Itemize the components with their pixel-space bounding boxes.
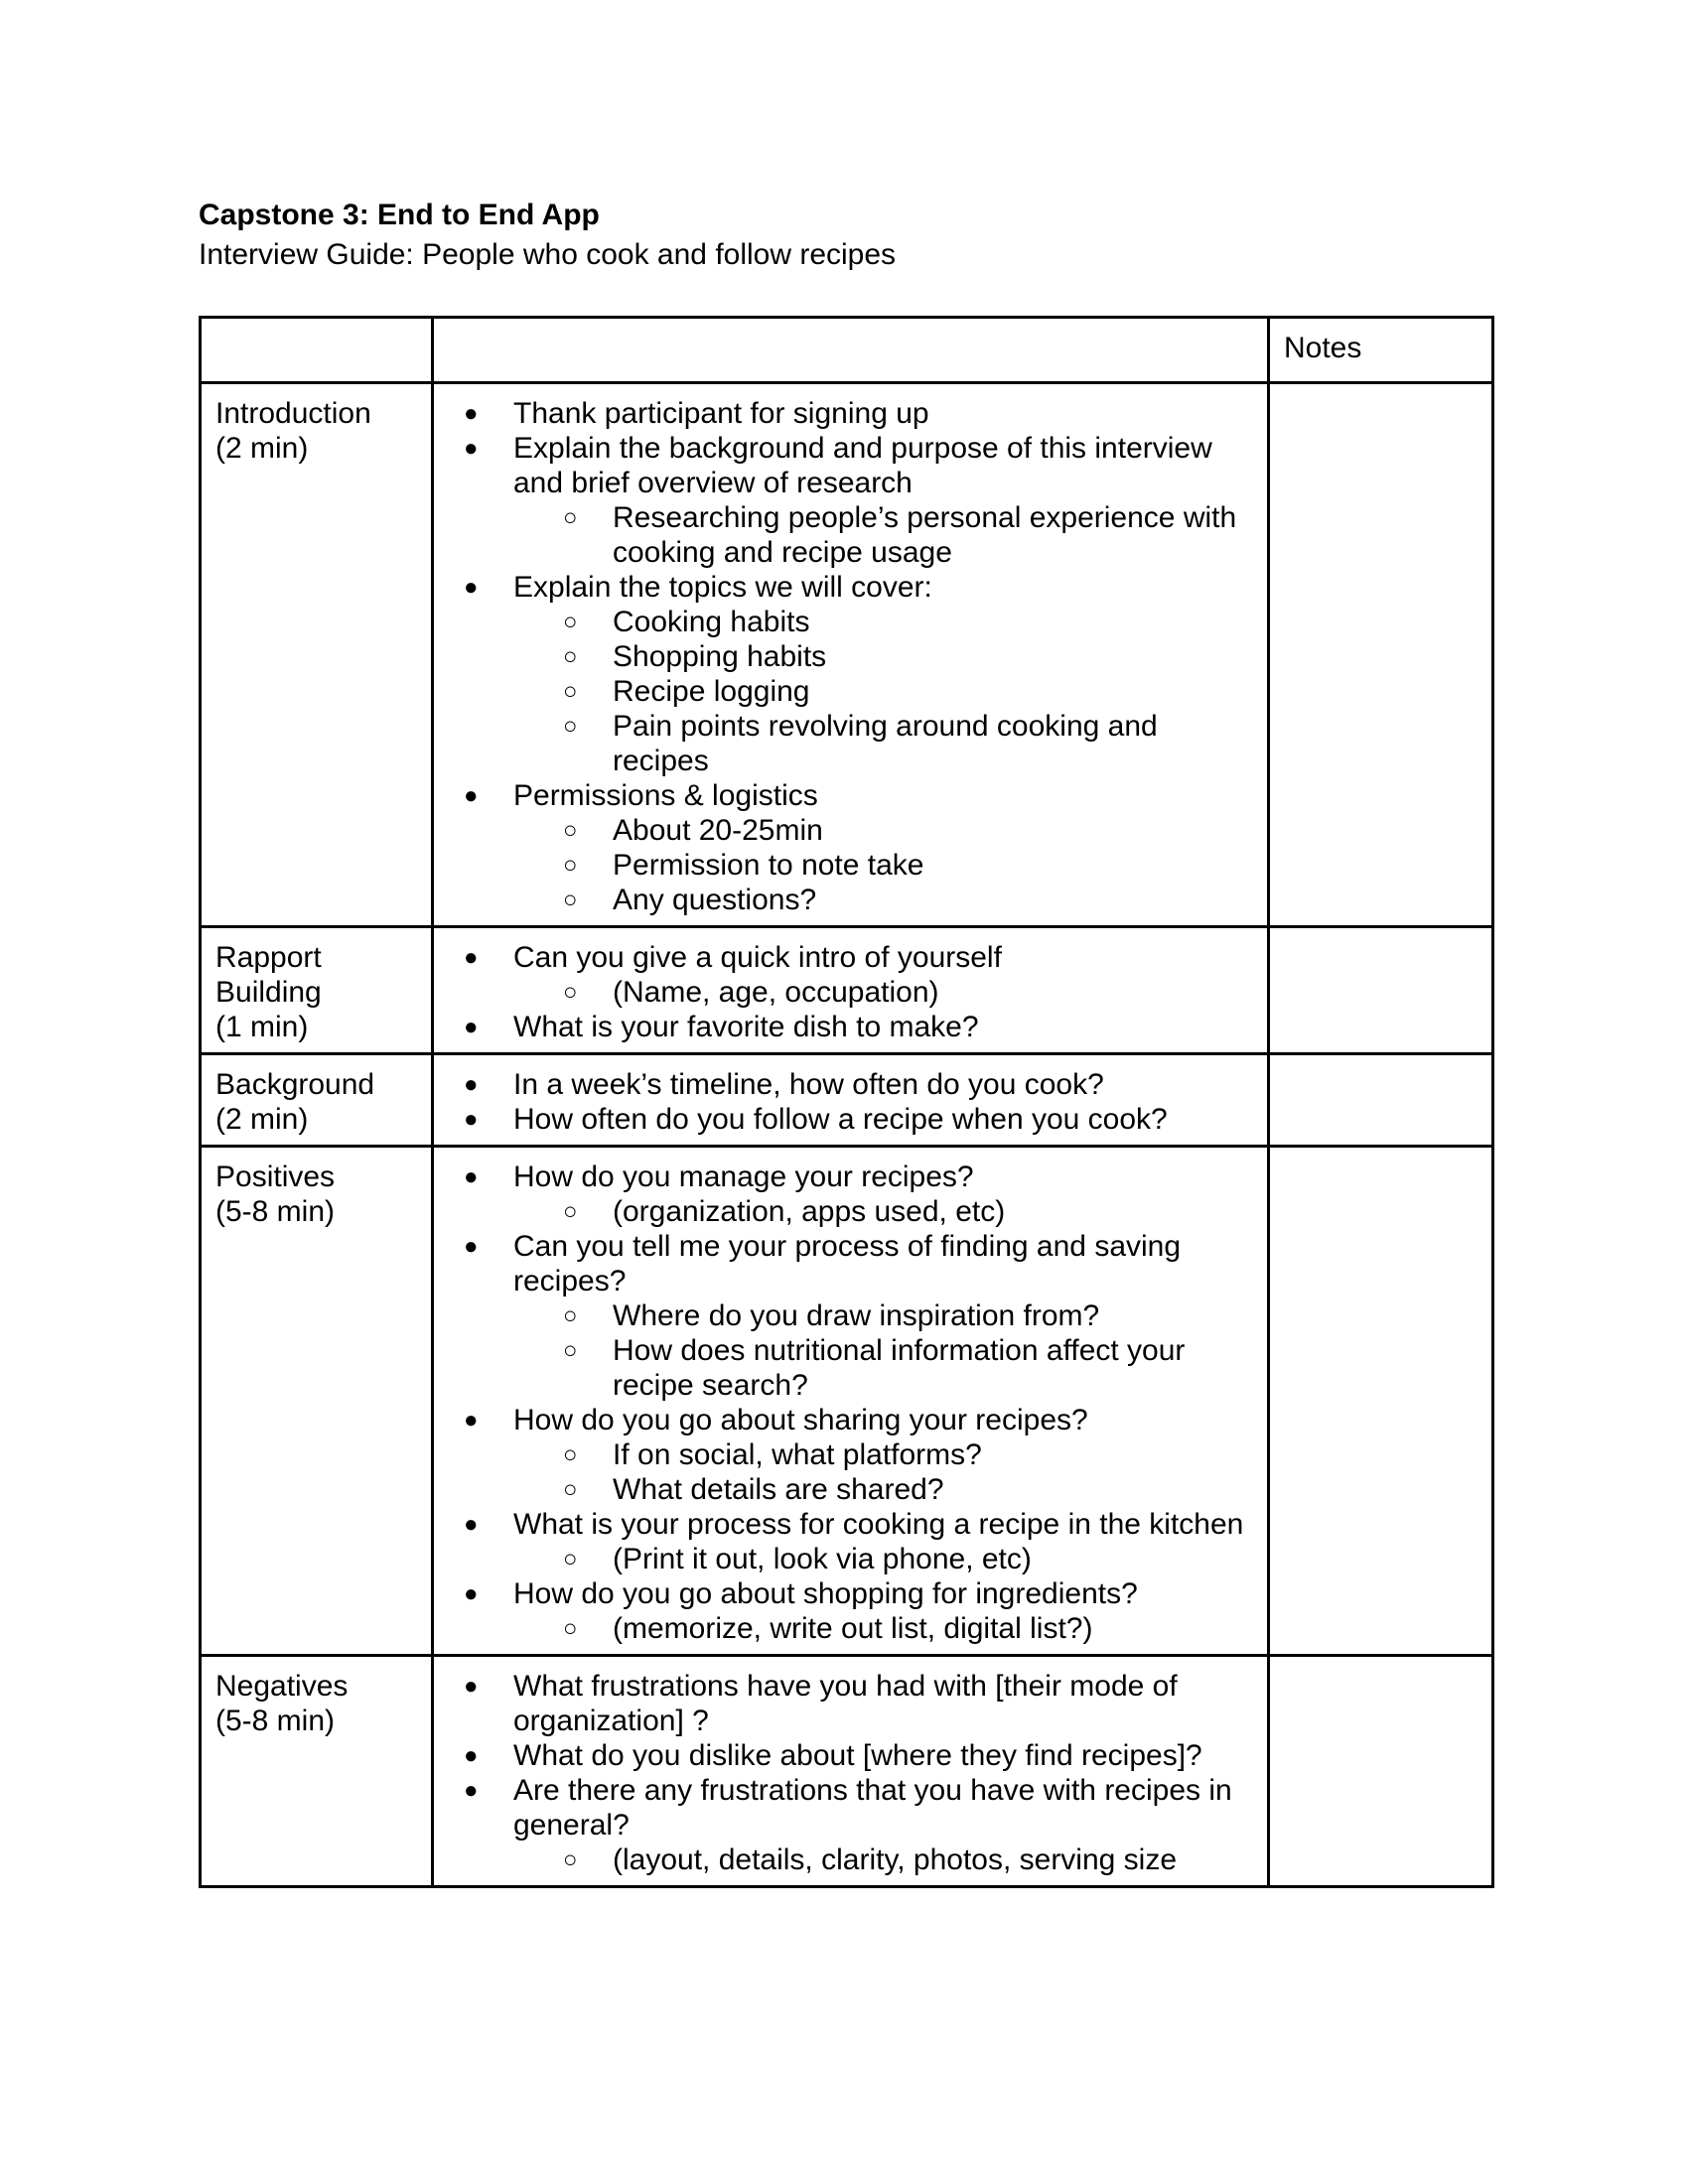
section-name: Rapport Building (215, 941, 322, 1009)
header-cell-notes: Notes (1269, 318, 1493, 383)
question-item (513, 1229, 1253, 1403)
section-cell (201, 383, 433, 927)
question-item (513, 431, 1253, 570)
sub-question-list (513, 500, 1253, 570)
section-name: Introduction (215, 397, 371, 430)
section-duration: (1 min) (215, 1011, 309, 1043)
question-text: How do you go about shopping for ingredients? (513, 1577, 1138, 1610)
question-item (513, 1067, 1253, 1102)
question-item (513, 1507, 1253, 1576)
question-list (448, 1067, 1253, 1137)
section-cell (201, 927, 433, 1054)
notes-cell (1269, 927, 1493, 1054)
table-row (201, 1054, 1493, 1147)
sub-question-list (513, 813, 1253, 917)
question-list (448, 1160, 1253, 1646)
question-list (448, 396, 1253, 917)
sub-question-item: ○ How does nutritional information affect your recipe search? (613, 1333, 1253, 1403)
section-duration: (2 min) (215, 1103, 309, 1136)
notes-cell (1269, 1054, 1493, 1147)
sub-question-list (513, 975, 1253, 1010)
questions-cell (433, 1054, 1269, 1147)
notes-cell (1269, 383, 1493, 927)
question-item (513, 1160, 1253, 1229)
question-item (513, 570, 1253, 778)
question-text: What is your process for cooking a recipe in the kitchen (513, 1508, 1244, 1541)
section-name: Positives (215, 1160, 336, 1193)
sub-question-item: ○ Pain points revolving around cooking and recipes (613, 709, 1253, 778)
question-item (513, 1102, 1253, 1137)
question-item (513, 396, 1253, 431)
notes-cell (1269, 1147, 1493, 1656)
question-item (513, 1773, 1253, 1877)
header-cell-questions (433, 318, 1269, 383)
sub-question-item: ○ Shopping habits (613, 639, 1253, 674)
table-row (201, 383, 1493, 927)
question-text: What do you dislike about [where they find recipes]? (513, 1739, 1202, 1772)
document-subtitle: Interview Guide: People who cook and follow recipes (199, 238, 897, 271)
question-text: Explain the topics we will cover: (513, 571, 932, 604)
sub-question-item: ○ Recipe logging (613, 674, 1253, 709)
sub-question-item: ○ Any questions? (613, 883, 1253, 917)
question-text: How do you go about sharing your recipes? (513, 1404, 1088, 1436)
section-duration: (5-8 min) (215, 1195, 336, 1228)
section-duration: (2 min) (215, 432, 309, 465)
question-text: What is your favorite dish to make? (513, 1011, 979, 1043)
questions-cell (433, 1147, 1269, 1656)
sub-question-item: ○ About 20-25min (613, 813, 1253, 848)
question-text: Can you give a quick intro of yourself (513, 941, 1002, 974)
question-text: In a week’s timeline, how often do you cook? (513, 1068, 1104, 1101)
question-item (513, 1403, 1253, 1507)
section-name: Negatives (215, 1670, 349, 1703)
sub-question-list (513, 605, 1253, 778)
questions-cell (433, 1656, 1269, 1887)
question-item (513, 1010, 1253, 1044)
sub-question-item: ○ (memorize, write out list, digital list?) (613, 1611, 1253, 1646)
section-cell (201, 1147, 433, 1656)
question-text: Permissions & logistics (513, 779, 818, 812)
sub-question-item: ○ If on social, what platforms? (613, 1437, 1253, 1472)
document-title: Capstone 3: End to End App (199, 199, 600, 231)
sub-question-item: ○ What details are shared? (613, 1472, 1253, 1507)
sub-question-item: ○ (Print it out, look via phone, etc) (613, 1542, 1253, 1576)
notes-cell (1269, 1656, 1493, 1887)
document-header (199, 197, 1489, 274)
questions-cell (433, 383, 1269, 927)
question-item (513, 1738, 1253, 1773)
table-row (201, 1147, 1493, 1656)
interview-guide-table (199, 316, 1494, 1888)
section-cell (201, 1054, 433, 1147)
question-text: How do you manage your recipes? (513, 1160, 974, 1193)
question-list (448, 1669, 1253, 1877)
question-text: How often do you follow a recipe when you cook? (513, 1103, 1168, 1136)
header-cell-section (201, 318, 433, 383)
sub-question-item: ○ Where do you draw inspiration from? (613, 1298, 1253, 1333)
sub-question-item: ○ (layout, details, clarity, photos, serving size (613, 1843, 1253, 1877)
question-text: Are there any frustrations that you have with recipes in general? (513, 1774, 1232, 1842)
sub-question-item: ○ (Name, age, occupation) (613, 975, 1253, 1010)
sub-question-list (513, 1437, 1253, 1507)
table-row (201, 927, 1493, 1054)
sub-question-item: ○ (organization, apps used, etc) (613, 1194, 1253, 1229)
sub-question-list (513, 1298, 1253, 1403)
sub-question-item: ○ Permission to note take (613, 848, 1253, 883)
question-item (513, 940, 1253, 1010)
section-duration: (5-8 min) (215, 1705, 336, 1737)
question-item (513, 1669, 1253, 1738)
table-header-row (201, 318, 1493, 383)
questions-cell (433, 927, 1269, 1054)
question-text: Explain the background and purpose of this interview and brief overview of research (513, 432, 1212, 499)
question-text: What frustrations have you had with [their mode of organization] ? (513, 1670, 1178, 1737)
sub-question-list (513, 1843, 1253, 1877)
sub-question-list (513, 1611, 1253, 1646)
sub-question-item: ○ Cooking habits (613, 605, 1253, 639)
sub-question-list (513, 1194, 1253, 1229)
section-name: Background (215, 1068, 375, 1101)
question-list (448, 940, 1253, 1044)
section-cell (201, 1656, 433, 1887)
question-text: Can you tell me your process of finding and saving recipes? (513, 1230, 1182, 1297)
question-item (513, 1576, 1253, 1646)
table-row (201, 1656, 1493, 1887)
sub-question-item: ○ Researching people’s personal experience with cooking and recipe usage (613, 500, 1253, 570)
question-item (513, 778, 1253, 917)
sub-question-list (513, 1542, 1253, 1576)
question-text: Thank participant for signing up (513, 397, 929, 430)
